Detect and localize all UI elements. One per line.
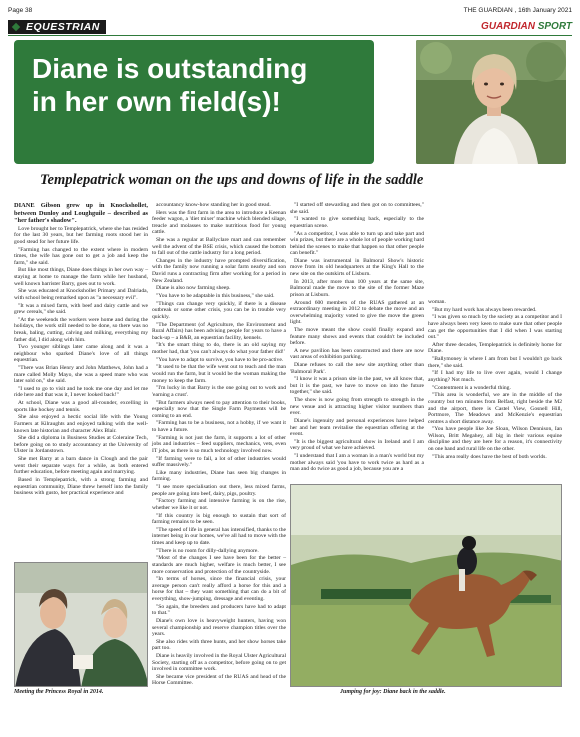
- paragraph: "It is the biggest agricultural show in Ireland and I am very proud of what we have achieved.: [290, 438, 424, 452]
- caption-princess-royal: Meeting the Princess Royal in 2014.: [14, 689, 104, 695]
- guardian-sport-logo: [481, 20, 572, 34]
- paragraph: "You have people like Joe Sloan, Wilson Dennison, Ian Wilson, Britt Megahey, all big in their various equine discipline and they are here for a reason, it's connectivity on one hand and rural life on the other.: [428, 426, 562, 452]
- paragraph: "But farmers always need to pay attention to their books, especially now that the Single Farm Payments will be coming to an end.: [152, 399, 286, 419]
- paragraph: "As a competitor, I was able to turn up and take part and win prizes, but there are a whole lot of people working hard behind the scenes to make that happen so that other people can benefit.": [290, 230, 424, 257]
- paragraph: "Most of the changes I see have been for the better – standards are much higher, welfare is much better, I see more conservation and protection of the countryside.: [152, 555, 286, 575]
- paragraph: After three decades, Templepatrick is definitely home for Diane.: [428, 341, 562, 355]
- paragraph: Diane is heavily involved in the Royal Ulster Agricultural Society, starting off as a competitor, before going on to get involved in committee work.: [152, 653, 286, 673]
- paragraph: "I started off stewarding and then got on to committees," she said.: [290, 202, 424, 215]
- paragraph: Love brought her to Templepatrick, where she has resided for the last 30 years, but her farming roots stood her in good stead for her future life.: [14, 225, 148, 245]
- article-column-3: [290, 202, 424, 474]
- paragraph: The move meant the show could finally expand and feature many shows and events that couldn't be included before.: [290, 326, 424, 347]
- page-number: Page 38: [8, 7, 33, 14]
- paragraph: "Ballymoney is where I am from but I wouldn't go back there," she said.: [428, 356, 562, 369]
- portrait-photo: [416, 40, 566, 164]
- paragraph: "If I had my life to live over again, would I change anything? Not much.: [428, 370, 562, 383]
- paragraph: "Farming is not just the farm, it supports a lot of other jobs and industries – feed suppliers, mechanics, vets, even IT jobs, as there is so much technology involved now.: [152, 434, 286, 454]
- paragraph: woman.: [428, 299, 446, 305]
- paragraph: "Factory farming and intensive farming is on the rise, whether we like it or not.: [152, 498, 286, 511]
- brand-guardian: GUARDIAN: [481, 21, 535, 32]
- paragraph: She did a diploma in Business Studies at Coleraine Tech, before going on to study accountancy at the University of Ulster in Jordanstown.: [14, 435, 148, 455]
- paragraph: She was a regular at Ballyclare mart and can remember well the advent of the BSE crisis, which caused the bottom to fall out of the cattle industry for a long period.: [152, 237, 286, 257]
- paragraph: "I was given so much by the society as a competitor and I have always been very keen to make sure that other people can get the opportunities that I did when I was starting out.": [428, 314, 562, 341]
- caption-jumping: Jumping for joy: Diane back in the saddle.: [340, 689, 446, 695]
- paragraph: "This area really does have the best of both worlds.: [432, 453, 547, 460]
- paragraph: "I wanted to give something back, especially to the equestrian scene.: [290, 216, 424, 229]
- paragraph: Diane was instrumental in Balmoral Show's historic move from its old headquarters at the King's Hall to the new site on the outskirts of Lisburn.: [290, 257, 424, 278]
- article-column-1: [14, 202, 148, 498]
- portrait-image: [416, 40, 566, 164]
- paragraph: "I used to go to visit and he took me one day and let me ride here and that was it, I never looked back!": [14, 385, 148, 399]
- headline-line-2: in her own field(s)!: [32, 86, 281, 117]
- lead-paragraph: [14, 202, 148, 225]
- paragraph: A new pavilion has been constructed and there are now vast areas of exhibition parking.: [290, 347, 424, 361]
- paragraph: Diane's ingenuity and personal experiences have helped her and her team revitalise the equestrian offering at the event.: [290, 418, 424, 438]
- subheading: Templepatrick woman on the ups and downs of life in the saddle: [40, 172, 424, 188]
- horse-jumping-image: [291, 485, 562, 687]
- paragraph: accountancy know-how standing her in good stead.: [156, 202, 271, 208]
- paragraph: At school, Diane was a good all-rounder, excelling in sports like hockey and tennis.: [14, 400, 148, 413]
- paragraph: Diane refuses to call the new site anything other than 'Balmoral Park'.: [290, 362, 424, 375]
- paragraph: "It's the smart thing to do, there is an old saying my mother had, that 'you can't always do what your father did!': [152, 342, 286, 355]
- paragraph: "So again, the breeders and producers have had to adapt to that.": [152, 603, 286, 617]
- paragraph: "At the weekends the workers were home and during the holidays, the work still needed to be done, so there was no break, baling, cutting, calving and milking, everything my father did, I did along with him.: [14, 316, 148, 343]
- article-column-2: [152, 202, 286, 688]
- paragraph: The show is now going from strength to strength in the new venue and is attracting higher visitor numbers than ever.: [290, 397, 424, 417]
- paragraph: Hers was the first farm in the area to introduce a Keenan feeder wagon, a 'diet mixer' machine which blended silage, treacle and molasses to make nutritious food for young cattle.: [152, 209, 286, 236]
- paragraph: "Contentment is a wonderful thing.: [432, 384, 511, 391]
- publication-dateline: THE GUARDIAN , 16th January 2021: [463, 7, 572, 14]
- article-column-4: [428, 299, 562, 461]
- paragraph: "Things can change very quickly, if there is a disease outbreak or some other crisis, you can be in trouble very quickly.: [152, 300, 286, 320]
- paragraph: Changes in the industry have prompted diversification, with the family now running a solar farm nearby and son David runs a contracting firm after working for a period in New Zealand.: [152, 257, 286, 284]
- princess-royal-image: [15, 563, 148, 687]
- headline: [14, 40, 374, 164]
- paragraph: Based in Templepatrick, with a strong farming and equestrian community, Diane threw herself into the family business with gusto, her practical experience and: [14, 476, 148, 497]
- paragraph: Diane is also now farming sheep.: [156, 285, 231, 292]
- paragraph: "You have to adapt to survive, you have to be pro-active.: [156, 356, 284, 363]
- paragraph: "I understand that I am a woman in a man's world but my mother always said 'you have to work twice as hard as a man and do twice as good a job, because you are a: [290, 453, 424, 473]
- paragraph: "The speed of life in general has intensified, thanks to the internet being in our homes, we've all had to move with the times and keep up to date.: [152, 526, 286, 546]
- hero: [14, 40, 566, 202]
- horse-jumping-photo: [290, 484, 562, 687]
- paragraph: But like most things, Diane does things in her own way – staying at home to manage the farm while her husband, well known barrister Barry, goes out to work.: [14, 267, 148, 287]
- paragraph: "It was a mixed farm, with beef and dairy cattle and we grew cereals," she said.: [14, 302, 148, 316]
- paragraph: Two younger siblings later came along and it was a neighbour who sparked Diane's love of all things equestrian.: [14, 344, 148, 364]
- paragraph: She also rides with three hunts, and her show horses take part too.: [152, 638, 286, 652]
- paragraph: "The Department (of Agriculture, the Environment and Rural Affairs) has been advising people for years to have a back-up – a B&B, an equestrian facility, kennels.: [152, 321, 286, 341]
- paragraph: "If farming were to fail, a lot of other industries would suffer massively.": [152, 455, 286, 469]
- paragraph: "I'm lucky in that Barry is the one going out to work and 'earning a crust'.: [152, 385, 286, 398]
- paragraph: "There is no room for dilly-dallying anymore.: [156, 547, 259, 554]
- paragraph: She became vice president of the RUAS and head of the Horse Committee.: [152, 673, 286, 687]
- paragraph: "In terms of horses, since the financial crisis, your average person can't really afford a horse for this and a horse for that – they want something that can do a bit of everything, show-jumping, dressage and eventing.: [152, 576, 286, 602]
- paragraph: "There was Brian Henry and John Matthews, John had a mare called Molly Mayo, she was a speed mare who was later sold on," she said.: [14, 365, 148, 385]
- paragraph: In 2013, after more than 100 years at the same site, Balmoral made the move to the site of the former Maze prison at Lisburn.: [290, 278, 424, 298]
- paragraph: Around 600 members of the RUAS gathered at an extraordinary meeting in 2012 to debate the move and an overwhelming majority voted to give the move the green light.: [290, 299, 424, 326]
- paragraph: "You have to be adaptable in this business," she said.: [156, 293, 275, 300]
- paragraph: "Farming has changed to the extent where in modern times, the wife has gone out to get a job and keep the farm," she said.: [14, 246, 148, 266]
- paragraph: "I know it was a prison site in the past, we all know that, but it is the past, we have to move on into the future together," she said.: [290, 376, 424, 396]
- paragraph: "Farming has to be a business, not a hobby, if we want it to have a future.: [152, 420, 286, 433]
- paragraph: She also enjoyed a hectic social life with the Young Farmers at Kilraughts and enjoyed talking with the well-known late historian and character Alex Blair.: [14, 414, 148, 434]
- paragraph: "If this country is big enough to sustain that sort of farming remains to be seen.: [152, 512, 286, 526]
- paragraph: She met Barry at a barn dance in Clough and the pair went their separate ways for a while, as both entered further education, before meeting again and marrying.: [14, 456, 148, 476]
- paragraph: "But my hard work has always been rewarded.: [432, 306, 537, 313]
- section-label: EQUESTRIAN: [8, 20, 106, 34]
- paragraph: "I see more specialisation out there, less mixed farms, people are going into beef, dairy, pigs, poultry.: [152, 484, 286, 497]
- headline-line-1: Diane is outstanding: [32, 53, 308, 84]
- paragraph: Diane's own love is heavyweight hunters, having won several championship and reserve champion titles over the years.: [152, 617, 286, 638]
- section-bar: [8, 18, 572, 36]
- lead-text: DIANE Gibson grew up in Knockshollet, between Dunloy and Loughguile – described as "her father's shadow".: [14, 202, 148, 225]
- paragraph: "This area is wonderful, we are in the middle of the country but ten minutes from Belfast, right beside the M2 and the airport, there is Castel View, Gosnell Hill, Portmore, The Meadows and McKenzie's equestrian centres a short distance away.: [428, 392, 562, 425]
- paragraph: She was educated at Knockshollet Primary and Dalriada, with school being remarked upon as "a necessary evil".: [14, 288, 148, 301]
- princess-royal-photo: [14, 562, 148, 687]
- paragraph: Like many industries, Diane has seen big changes in farming.: [152, 469, 286, 483]
- brand-sport: SPORT: [537, 21, 572, 32]
- paragraph: "It used to be that the wife went out to teach and the man would run the farm, but it would be the woman making the money to keep the farm.: [152, 364, 286, 384]
